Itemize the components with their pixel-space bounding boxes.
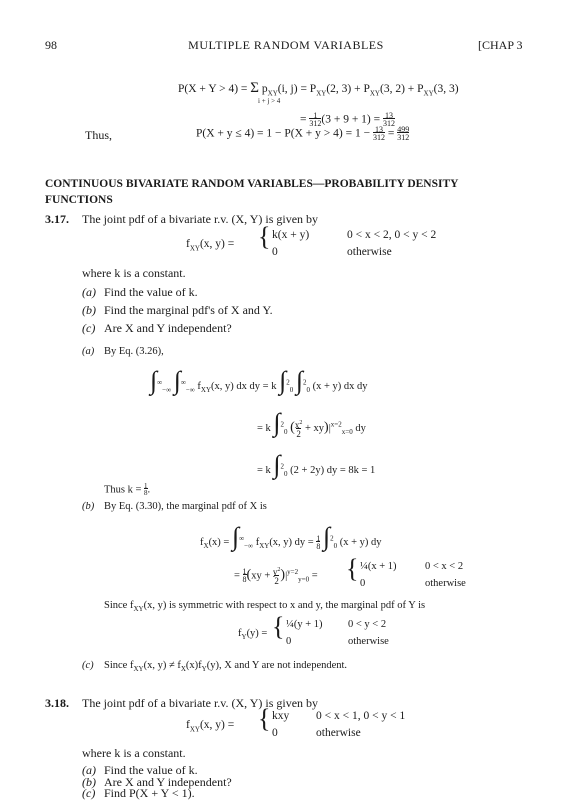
problem-statement-3-17: The joint pdf of a bivariate r.v. (X, Y) is given by (82, 212, 319, 226)
part-c-text: Are X and Y independent? (104, 321, 232, 335)
pdf-318-case2-expr: 0 (272, 727, 278, 739)
solution-b-eq1: $f_X(x) = \int^\infty_{-\infty}$ $f_{XY}(x$, y) dy = 1 8 ∫$^2_0$ (x + y) dy (200, 522, 382, 551)
fy-case2-expr: 0 (286, 636, 292, 647)
pdf-case-brace: { (258, 222, 271, 251)
where-text-3-17: where k is a constant. (82, 266, 186, 280)
problem-statement-3-18: The joint pdf of a bivariate r.v. (X, Y) is given by (82, 696, 319, 710)
pdf-318-case1-cond: 0 < x < 1, 0 < y < 1 (316, 710, 406, 722)
section-heading: CONTINUOUS BIVARIATE RANDOM VARIABLES—PROBABILITY DENSITY (45, 178, 459, 190)
where-text-3-18: where k is a constant. (82, 746, 186, 760)
pdf-318-case1-expr: kxy (272, 710, 290, 722)
solution-a-eq2: = k ∫$^2_0$ ($x^2$ $2 + xy)|^{x=2}_{x=0}$ dy (257, 408, 366, 439)
fx-case-brace: { (346, 554, 359, 583)
solution-b-label: (b) (82, 501, 95, 512)
fy-lhs: $f_Y(y)$ = (238, 628, 268, 642)
pdf-case2-cond: otherwise (347, 246, 392, 258)
pdf-318-case2-cond: otherwise (316, 727, 361, 739)
solution-a-eq1: $\int^\infty_{-\infty}$ $\int^\infty_{-\infty}$ $f_{XY}(x$, y) dx dy = k ∫$^2_0$ ∫$^2_0$ (x + y) dx dy (150, 366, 368, 395)
solution-c-text: Since $f_{XY}(x$, $y) \ne f_X(x)f_Y(y)$, X and Y are not independent. (104, 660, 348, 674)
solution-b-eq2: = 1 $8(xy + y^2$ 2 )$|^{y=2}_{y=0}$ = (234, 567, 318, 586)
solution-a-label: (a) (82, 346, 95, 357)
equation-p-sum-value: = 1 312(3 + 9 + 1) = 13 312 (300, 111, 395, 128)
chapter-label: [CHAP 3 (478, 38, 523, 52)
solution-a-conclusion: Thus k = 1 8. (104, 482, 151, 497)
pdf-case1-expr: k(x + y) (272, 229, 310, 241)
fx-case1-cond: 0 < x < 2 (425, 561, 464, 572)
part-318-a-label: (a) (82, 763, 96, 777)
solution-c-label: (c) (82, 660, 94, 671)
part-318-b-text: Are X and Y independent? (104, 775, 232, 789)
problem-number-3-18: 3.18. (45, 696, 69, 710)
fy-case1-expr: ¼(y + 1) (286, 619, 323, 630)
part-318-b-label: (b) (82, 775, 96, 789)
solution-a-intro: By Eq. (3.26), (104, 346, 164, 357)
pdf-case1-cond: 0 < x < 2, 0 < y < 2 (347, 229, 437, 241)
fy-case2-cond: otherwise (348, 636, 389, 647)
solution-b-intro: By Eq. (3.30), the marginal pdf of X is (104, 501, 267, 512)
page-number: 98 (45, 38, 57, 52)
fx-case2-expr: 0 (360, 578, 366, 589)
pdf-318-brace: { (258, 704, 271, 733)
fy-case1-cond: 0 < y < 2 (348, 619, 387, 630)
pdf-case2-expr: 0 (272, 246, 278, 258)
pdf-318-lhs: $f_{XY}(x$, y) = (186, 719, 235, 734)
part-318-c-label: (c) (82, 786, 96, 800)
part-a-text: Find the value of k. (104, 285, 198, 299)
fy-case-brace: { (272, 612, 285, 641)
part-a-label: (a) (82, 285, 96, 299)
pdf-definition-lhs: $f_{XY}(x$, y) = (186, 238, 235, 253)
sum-subscript: i + j > 4 (258, 97, 281, 105)
part-c-label: (c) (82, 321, 96, 335)
fx-case1-expr: ¼(x + 1) (360, 561, 397, 572)
part-318-a-text: Find the value of k. (104, 763, 198, 777)
thus-label: Thus, (85, 128, 112, 142)
solution-a-eq3: = k ∫$^2_0$ (2 + 2y) dy = 8k = 1 (257, 450, 376, 479)
fx-case2-cond: otherwise (425, 578, 466, 589)
running-title: MULTIPLE RANDOM VARIABLES (188, 38, 384, 52)
part-b-text: Find the marginal pdf's of X and Y. (104, 303, 273, 317)
equation-p-greater-4: P(X + Y > 4) = Σ $p_{XY}(i$, $j) = P_{XY}(2$, $3) + P_{XY}(3$, $2) + P_{XY}(3$, 3) (178, 80, 459, 98)
solution-b-symmetric: Since $f_{XY}(x$, y) is symmetric with respect to x and y, the marginal pdf of Y is (104, 600, 426, 614)
section-heading-continued: FUNCTIONS (45, 194, 113, 206)
equation-p-less-4: P(X + y ≤ 4) = 1 − P(X + y > 4) = 1 − 13 312 = 499 312 (196, 125, 410, 142)
part-b-label: (b) (82, 303, 96, 317)
problem-number-3-17: 3.17. (45, 212, 69, 226)
part-318-c-text: Find P(X + Y < 1). (104, 786, 195, 800)
